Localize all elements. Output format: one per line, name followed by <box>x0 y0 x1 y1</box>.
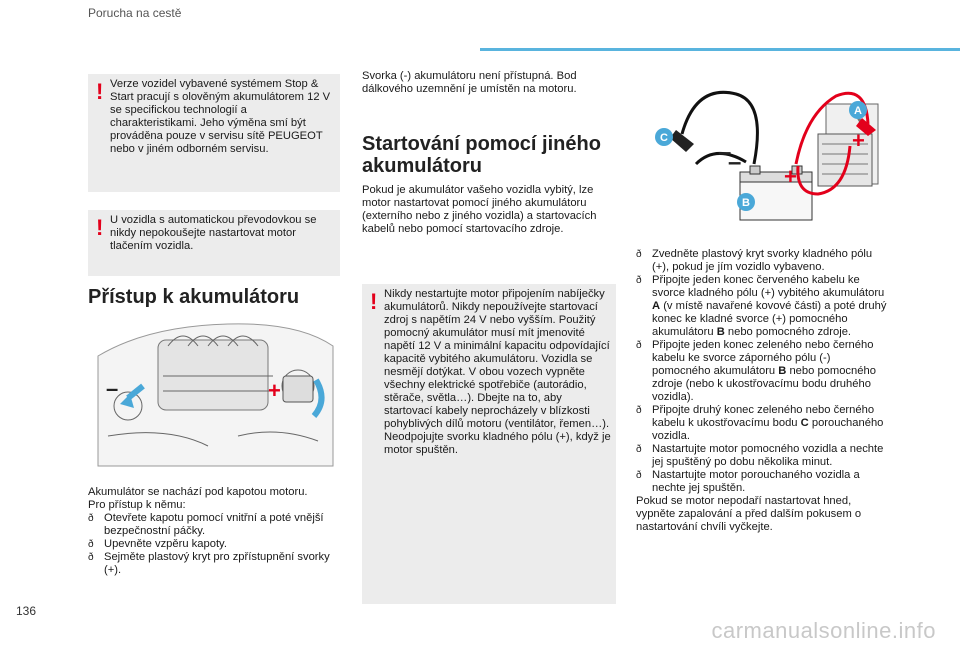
list-item: ð Připojte jeden konec zeleného nebo černého kabelu ke svorce záporného pólu (-) pomocného akumulátoru B nebo pomocného zdroje (nebo k ukostřovacímu bodu druhého vozidla). <box>636 339 888 404</box>
svg-text:–: – <box>718 139 732 166</box>
list-item: ð Připojte jeden konec červeného kabelu ke svorce kladného pólu (+) vybitého akumulátoru A (v místě navařené kovové části) a poté druhý konec ke kladné svorce (+) pomocného akumulátoru B nebo pomocného zdroje. <box>636 274 888 339</box>
label-b: B <box>742 197 750 209</box>
battery-location-text <box>88 486 344 577</box>
section-heading-jump-start: Startování pomocí jiného akumulátoru <box>362 133 601 177</box>
watermark: carmanualsonline.info <box>711 618 936 643</box>
jump-start-illustration <box>636 74 884 242</box>
list-item: ð Sejměte plastový kryt pro zpřístupnění svorky (+). <box>88 551 344 577</box>
list-item: ð Připojte druhý konec zeleného nebo černého kabelu k ukostřovacímu bodu C porouchaného vozidla. <box>636 404 888 443</box>
list-item: ð Zvedněte plastový kryt svorky kladného pólu (+), pokud je jím vozidlo vybaveno. <box>636 248 888 274</box>
label-a: A <box>854 105 862 117</box>
access-steps-list <box>88 512 344 577</box>
paragraph: Pokud je akumulátor vašeho vozidla vybitý, lze motor nastartovat pomocí jiného akumulátoru (externího nebo z jiného vozidla) a startovacích kabelů nebo pomocí startovacího zdroje. <box>362 184 597 235</box>
warning-box-jump-start <box>362 284 616 604</box>
warning-icon: ! <box>96 79 104 104</box>
list-item: ð Nastartujte motor pomocného vozidla a nechte jej spuštěný po dobu několika minut. <box>636 443 888 469</box>
svg-text:–: – <box>728 149 742 176</box>
warning-box-automatic <box>88 210 340 276</box>
jump-steps-list <box>636 248 888 495</box>
warning-box-stop-start <box>88 74 340 192</box>
svg-text:–: – <box>106 376 119 401</box>
paragraph: Pro přístup k němu: <box>88 499 186 511</box>
paragraph: Svorka (-) akumulátoru není přístupná. Bod dálkového uzemnění je umístěn na motoru. <box>362 70 577 95</box>
running-header: Porucha na cestě <box>88 6 182 20</box>
warning-text: Nikdy nestartujte motor připojením nabíječky akumulátorů. Nikdy nepoužívejte startovací zdroj s napětím 24 V nebo vyšším. Použitý pomocný akumulátor musí mít jmenovité napětí 12 V a minimální kapacitu odpovídající kapacitě vybitého akumulátoru. Vozidla se nesmějí dotýkat. V obou vozech vypněte všechny elektrické spotřebiče (autorádio, stěrače, světla…). Dbejte na to, aby startovací kabely neprocházely v blízkosti pohyblivých dílů motoru (ventilátor, řemen…). Neodpojujte svorku kladného pólu (+), když je motor spuštěn. <box>384 288 611 456</box>
label-c: C <box>660 132 668 144</box>
warning-icon: ! <box>370 289 378 314</box>
paragraph: Akumulátor se nachází pod kapotou motoru. <box>88 486 308 498</box>
engine-bay-illustration <box>88 316 340 470</box>
list-item: ð Nastartujte motor porouchaného vozidla a nechte jej spuštěn. <box>636 469 888 495</box>
list-item: ð Upevněte vzpěru kapoty. <box>88 538 344 551</box>
list-item: ð Otevřete kapotu pomocí vnitřní a poté vnější bezpečnostní páčky. <box>88 512 344 538</box>
header-accent-bar <box>480 48 960 51</box>
svg-text:+: + <box>852 128 865 153</box>
jump-start-steps <box>636 248 888 534</box>
warning-icon: ! <box>96 215 104 240</box>
page-number: 136 <box>16 604 37 618</box>
svg-text:+: + <box>268 378 281 403</box>
section-heading-battery-access: Přístup k akumulátoru <box>88 286 300 308</box>
svg-text:+: + <box>784 164 797 189</box>
closing-paragraph: Pokud se motor nepodaří nastartovat hned, vypněte zapalování a před dalším pokusem o nastartování chvíli vyčkejte. <box>636 495 862 533</box>
warning-text: U vozidla s automatickou převodovkou se nikdy nepokoušejte nastartovat motor tlačením vozidla. <box>110 214 317 252</box>
warning-text: Verze vozidel vybavené systémem Stop & Start pracují s olověným akumulátorem 12 V se specifickou technologií a charakteristikami. Jeho výměna smí být prováděna pouze v servisu sítě PEUGEOT nebo v jiném odborném servisu. <box>110 78 331 155</box>
